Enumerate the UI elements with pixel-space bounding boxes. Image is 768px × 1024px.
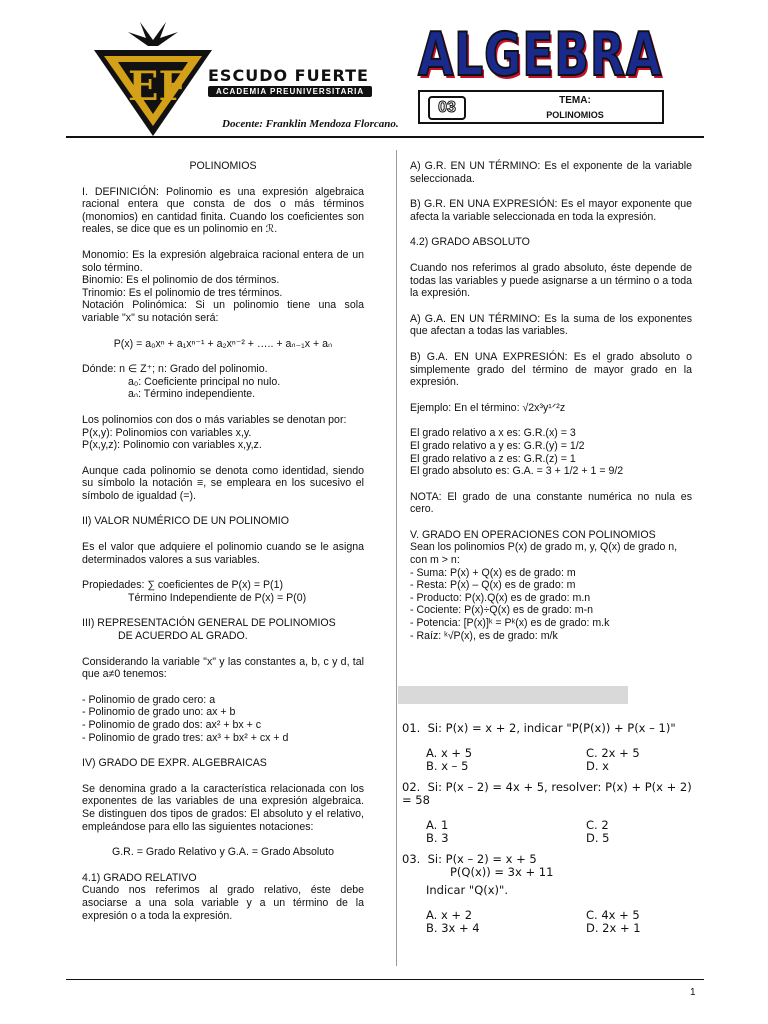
exercise-item [402,853,694,935]
right-column [410,160,692,655]
exercise-item [402,722,694,773]
donde-block [82,363,364,401]
grado3-text: - Polinomio de grado tres: ax³ + bx² + cx + d [82,731,289,744]
exercise-options [402,819,694,845]
pxy-text: P(x,y): Polinomios con variables x,y. [82,426,252,439]
left-column [82,160,364,935]
tema-number: 03 [428,96,466,120]
option: C. 2 [586,818,609,832]
academy-subtitle: ACADEMIA PREUNIVERSITARIA [208,86,372,97]
exercise-item [402,781,694,845]
notacion-text: Notación Polinómica: Si un polinomio tiene una sola variable "x" su notación será: [82,299,364,324]
valor-text: Es el valor que adquiere el polinomio cuando se le asigna determinados valores a sus variables. [82,541,364,566]
valor-title: II) VALOR NUMÉRICO DE UN POLINOMIO [82,515,289,528]
grz-text: El grado relativo a z es: G.R.(z) = 1 [410,452,576,465]
prop1-text: Propiedades: ∑ coeficientes de P(x) = P(1) [82,579,283,592]
academy-logo-icon [88,18,218,140]
a0-text: a₀: Coeficiente principal no nulo. [128,375,281,388]
ejemplo-text: Ejemplo: En el término: √2x³y¹ᐟ²z [410,401,566,414]
binomio-text: Binomio: Es el polinomio de dos términos. [82,274,280,287]
ops-intro: Sean los polinomios P(x) de grado m, y, Q(x) de grado n, con m > n: [410,541,678,567]
monomio-text: Monomio: Es la expresión algebraica racional entera de un solo término. [82,248,364,274]
definition-text: I. DEFINICIÓN: Polinomio es una expresión algebraica racional entera que consta de dos o más términos (monomios) en cantidad finita. Cuando los coeficientes son reales, se dice que es un polinomio en ℛ. [82,185,364,236]
grado2-text: - Polinomio de grado dos: ax² + bx + c [82,719,262,731]
grel-block [82,872,364,922]
gexpr-title: IV) GRADO DE EXPR. ALGEBRAICAS [82,757,267,770]
gry-text: El grado relativo a y es: G.R.(y) = 1/2 [410,439,585,452]
grados-block [82,694,364,744]
multi-intro-text: Los polinomios con dos o más variables se denotan por: [82,413,347,426]
exercise-statement [402,781,694,807]
ops-block [410,529,692,642]
exercise-text: Si: P(x – 2) = x + 5 [427,852,537,866]
header-divider [66,136,704,138]
grx-text: El grado relativo a x es: G.R.(x) = 3 [410,427,576,440]
tema-label: TEMA: [559,95,591,106]
exercise-line: P(Q(x)) = 3x + 11 [450,865,554,879]
exercise-statement [402,722,694,735]
option: A. 1 [426,818,449,832]
grado1-text: - Polinomio de grado uno: ax + b [82,706,236,719]
academy-brand [208,66,372,97]
exercise-number: 02. [402,780,421,794]
option: D. 5 [586,831,610,845]
option: D. x [586,759,609,773]
academy-name: ESCUDO FUERTE [208,66,369,85]
option: D. 2x + 1 [586,921,641,935]
tema-box [418,90,664,124]
gr-ga-notation: G.R. = Grado Relativo y G.A. = Grado Absoluto [112,846,334,859]
option: A. x + 2 [426,908,473,922]
option: C. 4x + 5 [586,908,640,922]
raiz-text: - Raíz: ᵏ√P(x), es de grado: m/k [410,629,558,642]
types-block [82,249,364,325]
resta-text: - Resta: P(x) – Q(x) es de grado: m [410,579,576,592]
option: C. 2x + 5 [586,746,640,760]
teacher-name: Docente: Franklin Mendoza Florcano. [222,118,399,130]
ga-text: El grado absoluto es: G.A. = 3 + 1/2 + 1 = 9/2 [410,465,624,478]
identidad-text: Aunque cada polinomio se denota como identidad, siendo su símbolo la notación ≡, se empleara en los sucesivo el símbolo de igualdad (=). [82,464,364,502]
exercise-options [402,909,694,935]
gr-expr-text: B) G.R. EN UNA EXPRESIÓN: Es el mayor exponente que afecta la variable seleccionada en toda la expresión. [410,198,692,223]
rep-title-block [82,617,364,642]
gexpr-text: Se denomina grado a la característica relacionada con los exponentes de las variables de una expresión algebraica. Se distinguen dos tipos de grados: El absoluto y el relativo, empleándose para ello las siguientes notaciones: [82,782,364,833]
exercise-options [402,747,694,773]
ga-term-text: A) G.A. EN UN TÉRMINO: Es la suma de los exponentes que afectan a todas las variables. [410,312,692,338]
exercise-line: Indicar "Q(x)". [426,883,508,897]
rep-title2: DE ACUERDO AL GRADO. [118,630,248,643]
option: B. 3x + 4 [426,921,480,935]
gabs-text: Cuando nos referimos al grado absoluto, éste depende de todas las variables y puede asignarse a un término o a toda la expresión. [410,261,692,300]
exercise-number: 03. [402,852,421,866]
gabs-title: 4.2) GRADO ABSOLUTO [410,236,530,249]
gr-term-text: A) G.R. EN UN TÉRMINO: Es el exponente de la variable seleccionada. [410,160,692,185]
trinomio-text: Trinomio: Es el polinomio de tres términos. [82,286,283,299]
exercises-list [402,722,694,943]
exercise-number: 01. [402,721,421,735]
subject-title-shadow: ALGEBRA [420,23,664,84]
grel-title: 4.1) GRADO RELATIVO [82,871,197,884]
section-title: POLINOMIOS [189,160,257,172]
nota-text: NOTA: El grado de una constante numérica no nula es cero. [410,490,692,516]
cociente-text: - Cociente: P(x)÷Q(x) es de grado: m-n [410,604,594,617]
producto-text: - Producto: P(x).Q(x) es de grado: m.n [410,591,591,604]
ga-expr-text: B) G.A. EN UNA EXPRESIÓN: Es el grado absoluto o simplemente grado del término de mayor grado en la expresión. [410,350,692,389]
tema-value: POLINOMIOS [546,110,604,120]
donde-text: Dónde: n ∈ Z⁺; n: Grado del polinomio. [82,363,268,376]
column-divider [396,150,397,966]
potencia-text: - Potencia: [P(x)]ᵏ = Pᵏ(x) es de grado: m.k [410,617,610,630]
option: B. 3 [426,831,449,845]
option: B. x – 5 [426,759,469,773]
suma-text: - Suma: P(x) + Q(x) es de grado: m [410,566,576,579]
subject-title-text: ALGEBRA [418,22,662,84]
pxyz-text: P(x,y,z): Polinomio con variables x,y,z. [82,439,262,452]
ops-title: V. GRADO EN OPERACIONES CON POLINOMIOS [410,528,656,541]
exercise-text: Si: P(x – 2) = 4x + 5, resolver: P(x) + P(x + 2) = 58 [402,780,692,807]
grades-example-block [410,427,692,477]
exercise-text: Si: P(x) = x + 2, indicar "P(P(x)) + P(x – 1)" [427,721,676,735]
grado0-text: - Polinomio de grado cero: a [82,693,216,706]
svg-text:EF: EF [128,63,187,110]
considerando-text: Considerando la variable "x" y las constantes a, b, c y d, tal que a≠0 tenemos: [82,655,364,681]
prop2-text: Término Independiente de P(x) = P(0) [128,591,307,604]
rep-title: III) REPRESENTACIÓN GENERAL DE POLINOMIOS [82,617,336,630]
subject-title [416,22,668,84]
grel-text: Cuando nos referimos al grado relativo, éste debe asociarse a una sola variable y a un término de la expresión o a toda la expresión. [82,884,364,922]
page-number: 1 [690,987,696,998]
footer-divider [66,979,704,980]
multi-var-block [82,414,364,452]
polynomial-formula: P(x) = a₀xⁿ + a₁xⁿ⁻¹ + a₂xⁿ⁻² + ….. + aₙ₋₁x + aₙ [113,337,333,350]
an-text: aₙ: Término independiente. [128,388,256,401]
exercises-band [398,686,628,704]
option: A. x + 5 [426,746,473,760]
properties-block [82,579,364,604]
